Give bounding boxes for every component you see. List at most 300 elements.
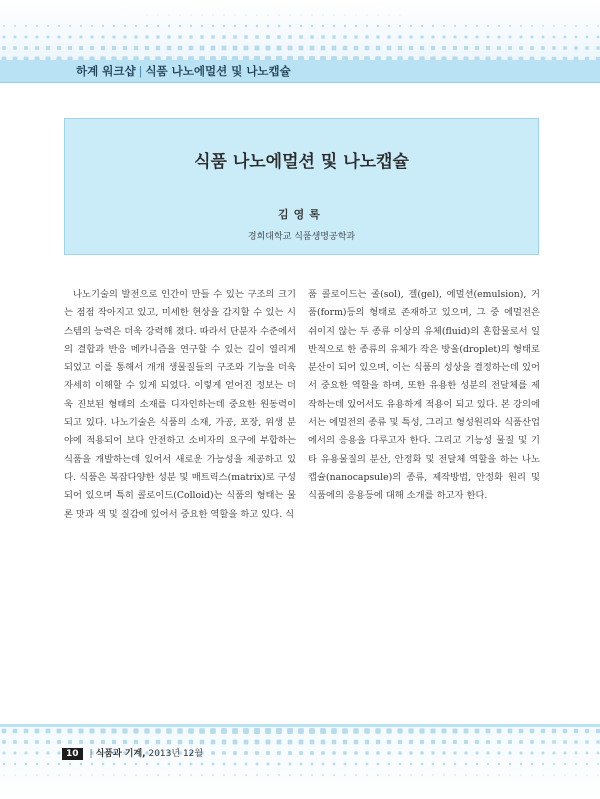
pattern-dot [256,25,258,27]
pattern-dot [111,728,116,733]
pattern-dot [421,774,422,775]
pattern-dot [453,46,457,50]
issue-date: 2013년 12월 [148,749,204,759]
pattern-dot [113,763,115,765]
pattern-dot [14,752,17,755]
pattern-dot [597,36,599,38]
pattern-dot [2,740,6,744]
pattern-dot [377,25,379,27]
pattern-dot [267,774,269,776]
pattern-dot [35,740,39,744]
pattern-dot [200,35,203,38]
pattern-dot [201,763,204,766]
pattern-dot [25,763,27,765]
pattern-dot [476,774,477,775]
pattern-dot [91,763,93,765]
pattern-dot [169,15,170,16]
pattern-dot [320,728,326,734]
pattern-dot [541,740,545,744]
pattern-dot [408,728,413,733]
pattern-dot [278,763,281,766]
pattern-dot [542,763,544,765]
pattern-dot [310,751,314,755]
pattern-dot [421,25,423,27]
pattern-dot [553,752,556,755]
pattern-dot [267,25,269,27]
pattern-dot [333,774,334,775]
pattern-dot [354,740,358,744]
pattern-dot [464,740,468,744]
pattern-dot [541,729,545,733]
pattern-dot [13,729,18,734]
pattern-dot [25,36,28,39]
pattern-dot [333,763,336,766]
pattern-dot [299,35,303,39]
pattern-dot [498,752,501,755]
pattern-dot [277,46,282,51]
pattern-dot [256,774,258,776]
pattern-dot [596,729,600,733]
pattern-dot [79,46,83,50]
pattern-dot [213,15,214,16]
pattern-dot [443,36,446,39]
pattern-dot [576,775,577,776]
pattern-dot [585,46,588,49]
pattern-dot [509,25,511,27]
pattern-dot [355,763,357,765]
pattern-dot [586,36,588,38]
author-name: 김영록 [278,208,325,221]
pattern-dot [531,774,532,775]
pattern-dot [300,763,303,766]
pattern-dot [399,25,401,27]
pattern-dot [266,35,270,39]
pattern-dot [246,15,247,16]
pattern-dot [575,25,577,27]
journal-name: 식품과 기계, [95,749,146,759]
pattern-dot [574,46,577,49]
pattern-dot [235,15,236,16]
pattern-dot [531,752,534,755]
pattern-dot [177,728,182,733]
pattern-dot [156,740,160,744]
pattern-dot [168,774,169,775]
pattern-dot [509,752,512,755]
pattern-dot [288,751,292,755]
pattern-dot [597,25,598,26]
pattern-dot [91,774,92,775]
pattern-dot [47,25,49,27]
pattern-dot [353,728,359,734]
pattern-dot [398,35,401,38]
pattern-dot [157,25,159,27]
top-dot-pattern [0,0,600,60]
pattern-dot [222,740,227,745]
pattern-dot [310,46,315,51]
pattern-dot [399,763,401,765]
pattern-dot [102,763,104,765]
header-separator: | [138,64,143,78]
pattern-dot [233,740,238,745]
pattern-dot [343,46,348,51]
pattern-dot [13,740,17,744]
pattern-dot [289,774,291,776]
pattern-dot [222,751,226,755]
header-section: 하계 워크샵 [76,64,136,78]
pattern-dot [453,751,456,754]
pattern-dot [366,774,367,775]
pattern-dot [441,728,446,733]
pattern-dot [276,728,282,734]
pattern-dot [14,36,17,39]
pattern-dot [442,751,445,754]
pattern-dot [553,25,555,27]
pattern-dot [585,740,588,743]
body-column-left [64,286,296,524]
pattern-dot [91,36,94,39]
pattern-dot [200,740,205,745]
pattern-dot [233,46,238,51]
pattern-dot [255,751,259,755]
pattern-dot [212,763,215,766]
pattern-dot [180,15,181,16]
pattern-dot [598,775,599,776]
pattern-dot [542,774,543,775]
pattern-dot [520,752,523,755]
pattern-dot [47,763,49,765]
pattern-dot [486,46,490,50]
pattern-dot [223,763,226,766]
pattern-dot [486,740,490,744]
pattern-dot [244,46,249,51]
pattern-dot [354,35,357,38]
pattern-dot [509,763,511,765]
pattern-dot [124,25,126,27]
pattern-dot [410,25,412,27]
pattern-dot [13,46,17,50]
pattern-dot [519,46,523,50]
pattern-dot [58,752,61,755]
header-topic: 식품 나노에멀션 및 나노캡슐 [145,64,291,78]
pattern-dot [212,25,214,27]
pattern-dot [189,35,192,38]
pattern-dot [267,763,270,766]
pattern-dot [553,774,554,775]
pattern-dot [409,751,412,754]
pattern-dot [25,752,28,755]
pattern-dot [331,728,337,734]
pattern-dot [234,763,237,766]
pattern-dot [431,740,435,744]
pattern-dot [58,763,60,765]
article-title: 식품 나노에멀션 및 나노캡슐 [194,152,409,172]
pattern-dot [36,752,39,755]
pattern-dot [179,763,181,765]
pattern-dot [101,740,105,744]
pattern-dot [399,774,400,775]
pattern-dot [443,763,445,765]
pattern-dot [564,763,566,765]
pattern-dot [245,763,248,766]
pattern-dot [321,751,325,755]
pattern-dot [454,763,456,765]
pattern-dot [147,15,148,16]
pattern-dot [575,36,578,39]
pattern-dot [289,763,292,766]
pattern-dot [486,729,491,734]
pattern-dot [102,774,103,775]
pattern-dot [135,774,136,775]
pattern-dot [563,46,567,50]
pattern-dot [223,25,225,27]
pattern-dot [376,35,379,38]
pattern-dot [431,751,434,754]
pattern-dot [443,25,445,27]
pattern-dot [146,763,148,765]
pattern-dot [122,728,127,733]
bottom-dot-pattern [0,727,600,799]
pattern-dot [277,751,281,755]
pattern-dot [432,763,434,765]
pattern-dot [222,46,227,51]
pattern-dot [398,740,402,744]
pattern-dot [586,763,588,765]
pattern-dot [245,774,247,776]
pattern-dot [389,15,390,16]
page-number: 10 [62,748,83,760]
pattern-dot [201,25,203,27]
pattern-dot [47,36,50,39]
pattern-dot [57,729,62,734]
pattern-dot [134,740,138,744]
pattern-dot [79,729,84,734]
pattern-dot [124,774,125,775]
pattern-dot [388,763,390,765]
pattern-dot [123,35,126,38]
pattern-dot [322,774,323,775]
pattern-dot [343,740,348,745]
pattern-dot [344,25,346,27]
pattern-dot [266,46,271,51]
pattern-dot [475,729,480,734]
pattern-dot [298,728,304,734]
pattern-dot [266,740,271,745]
pattern-dot [232,728,238,734]
pattern-dot [14,763,16,765]
pattern-dot [420,35,423,38]
pattern-dot [508,46,512,50]
pattern-dot [145,740,149,744]
pattern-dot [587,775,588,776]
pattern-dot [453,740,457,744]
pattern-dot [596,46,599,49]
pattern-dot [586,25,587,26]
pattern-dot [36,36,39,39]
pattern-dot [279,15,280,16]
pattern-dot [542,25,544,27]
pattern-dot [134,35,137,38]
pattern-dot [520,763,522,765]
pattern-dot [564,752,567,755]
pattern-dot [80,25,82,27]
pattern-dot [146,25,148,27]
pattern-dot [376,740,380,744]
pattern-dot [542,752,545,755]
pattern-dot [586,752,589,755]
pattern-dot [398,46,402,50]
pattern-dot [410,763,412,765]
pattern-dot [520,25,522,27]
pattern-dot [25,774,26,775]
pattern-dot [311,763,314,766]
pattern-dot [397,728,402,733]
pattern-dot [287,728,293,734]
pattern-dot [498,774,499,775]
pattern-dot [90,46,94,50]
pattern-dot [365,740,369,744]
pattern-dot [123,740,127,744]
pattern-dot [375,728,380,733]
pattern-dot [354,751,357,754]
pattern-dot [46,740,50,744]
pattern-dot [199,728,205,734]
pattern-dot [178,740,182,744]
pattern-dot [498,36,501,39]
pattern-dot [145,35,148,38]
pattern-dot [167,46,171,50]
pattern-dot [476,36,479,39]
pattern-dot [36,774,37,775]
pattern-dot [322,763,325,766]
body-paragraph-left: 나노기술의 발전으로 인간이 만들 수 있는 구조의 크기는 점점 작아지고 있고, 미세한 현상을 감지할 수 있는 시스템의 능력은 더욱 강력해 졌다. 따라서 단분자 수준에서의 결합과 반응 메카니즘을 연구할 수 있는 길이 열리게 되었고 이를 통해서 개개 생물질들의 구조와 기능을 더욱 자세히 이해할 수 있게 되었다. 이렇게 얻어진 정보는 더욱 진보된 형태의 소재를 디자인하는데 중요한 원동력이 되고 있다. 나노기술은 식품의 소재, 가공, 포장, 위생 분야에 적용되어 보다 안전하고 소비자의 요구에 부합하는 식품을 개발하는데 있어서 새로운 가능성을 제공하고 있다. 식품은 복잡다양한 성분 및 매트릭스(matrix)로 구성되어 있으며 특히 콜로이드(Colloid)는 식품의 형태는 물론 맛과 색 및 질감에 있어서 중요한 역할을 하고 있다. 식 [64,289,296,520]
pattern-dot [157,763,159,765]
pattern-dot [288,740,293,745]
pattern-dot [278,25,280,27]
pattern-dot [564,774,565,775]
pattern-dot [312,15,313,16]
pattern-dot [487,763,489,765]
pattern-dot [112,740,116,744]
pattern-dot [256,763,259,766]
pattern-dot [355,25,357,27]
pattern-dot [432,774,433,775]
pattern-dot [58,774,59,775]
pattern-dot [57,740,61,744]
pattern-dot [321,740,326,745]
pattern-dot [487,752,490,755]
pattern-dot [464,46,468,50]
pattern-dot [299,46,304,51]
pattern-dot [2,729,6,733]
pattern-dot [290,15,291,16]
pattern-dot [299,751,303,755]
pattern-dot [201,774,202,775]
pattern-dot [202,15,203,16]
pattern-dot [321,46,326,51]
pattern-dot [244,740,249,745]
pattern-dot [356,15,357,16]
pattern-dot [520,774,521,775]
pattern-dot [113,25,115,27]
pattern-dot [465,25,467,27]
pattern-dot [35,46,39,50]
pattern-dot [222,35,225,38]
pattern-dot [476,25,478,27]
pattern-dot [531,25,533,27]
pattern-dot [376,751,379,754]
pattern-dot [168,25,170,27]
pattern-dot [333,25,335,27]
pattern-dot [343,751,347,755]
pattern-dot [79,740,83,744]
pattern-dot [299,740,304,745]
pattern-dot [377,763,379,765]
pattern-dot [597,752,600,755]
pattern-dot [334,15,335,16]
pattern-dot [36,25,38,27]
pattern-dot [288,46,293,51]
pattern-dot [420,751,423,754]
pattern-dot [24,740,28,744]
pattern-dot [24,729,29,734]
pattern-dot [366,763,368,765]
pattern-dot [47,774,48,775]
pattern-dot [190,774,191,775]
pattern-dot [508,740,512,744]
pattern-dot [421,763,423,765]
pattern-dot [398,751,401,754]
pattern-dot [233,751,237,755]
pattern-dot [190,25,192,27]
pattern-dot [454,774,455,775]
pattern-dot [377,774,378,775]
pattern-dot [465,36,468,39]
pattern-dot [388,25,390,27]
pattern-dot [454,36,457,39]
pattern-dot [443,774,444,775]
pattern-dot [135,763,137,765]
pattern-dot [332,46,337,51]
pattern-dot [144,728,149,733]
pattern-dot [453,729,458,734]
pattern-dot [188,728,194,734]
pattern-dot [90,740,94,744]
pattern-dot [58,25,60,27]
pattern-dot [300,774,302,776]
pattern-dot [210,728,216,734]
pattern-dot [487,774,488,775]
pattern-dot [509,774,510,775]
pattern-dot [277,35,281,39]
pattern-dot [574,740,577,743]
pattern-dot [25,25,27,27]
pattern-dot [596,740,599,743]
pattern-dot [388,774,389,775]
pattern-dot [575,763,577,765]
pattern-dot [36,763,38,765]
pattern-dot [224,15,225,16]
pattern-dot [134,46,138,50]
pattern-dot [277,740,282,745]
pattern-dot [409,35,412,38]
pattern-dot [146,774,147,775]
pattern-dot [355,774,356,775]
pattern-dot [542,36,545,39]
pattern-dot [387,46,391,50]
pattern-dot [69,25,71,27]
pattern-dot [200,46,205,51]
pattern-dot [221,728,227,734]
